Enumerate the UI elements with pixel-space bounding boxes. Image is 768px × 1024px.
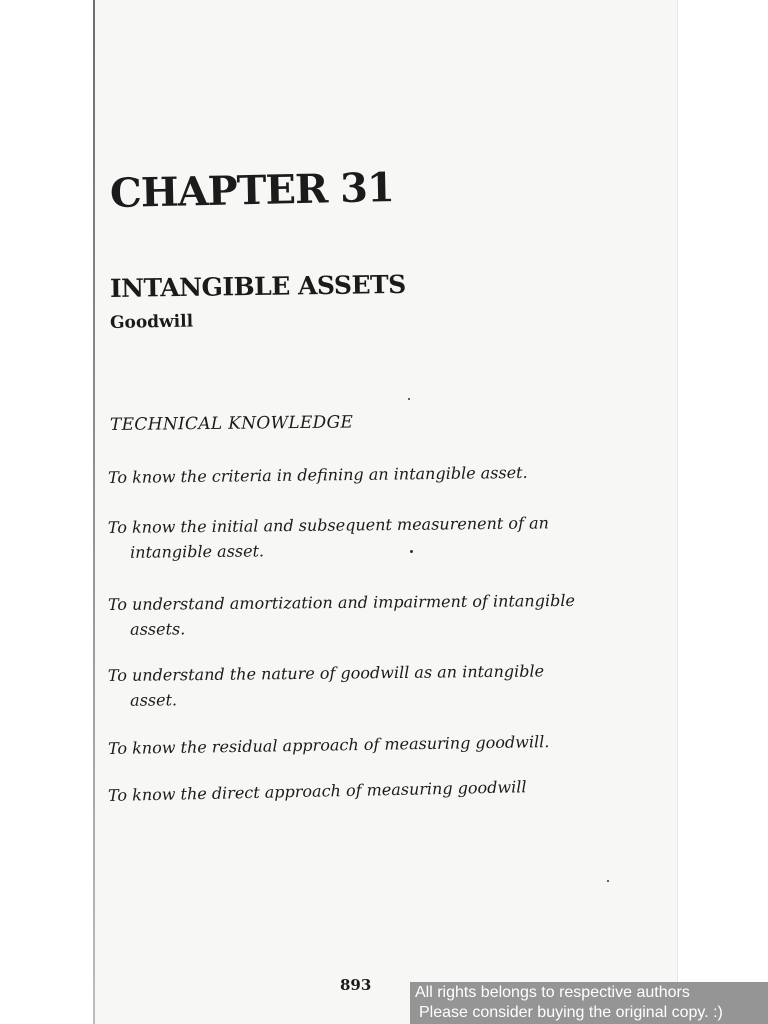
section-title: INTANGIBLE ASSETS [109,269,406,303]
objective-text-continued: intangible asset. [130,541,265,562]
objective-item [108,460,528,490]
objective-text-continued: asset. [130,690,178,710]
objective-text: To know the criteria in defining an intangible asset. [107,462,528,487]
scan-speck [410,550,413,553]
watermark-line-1: All rights belongs to respective authors [415,984,690,1001]
objective-text: To know the direct approach of measuring goodwill [107,777,527,805]
objective-item [108,588,575,642]
scan-margin-right [677,0,768,1024]
objective-text: To know the initial and subsequent measurenent of an [107,513,549,538]
objective-text: To understand the nature of goodwill as an intangible [107,661,545,686]
objective-text: To understand amortization and impairment of intangible [107,590,575,615]
watermark-line-2: Please consider buying the original copy. :) [419,1004,723,1021]
technical-knowledge-heading: TECHNICAL KNOWLEDGE [109,412,354,435]
watermark-banner [410,982,768,1024]
scan-speck [408,398,410,400]
scan-speck [607,880,609,882]
objective-item [108,510,550,565]
scan-margin-left [0,0,92,1024]
section-subtitle: Goodwill [109,311,194,333]
page-number: 893 [340,976,372,994]
objective-text-continued: assets. [130,619,186,639]
objective-item [108,658,545,713]
objective-text: To know the residual approach of measuring goodwill. [107,732,550,758]
chapter-title: CHAPTER 31 [109,164,395,217]
